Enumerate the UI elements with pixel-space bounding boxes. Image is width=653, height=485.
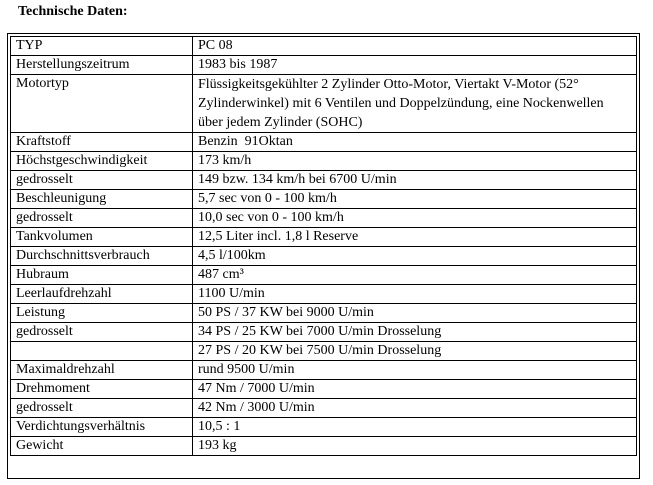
table-row	[10, 304, 637, 323]
table-row	[10, 190, 637, 209]
row-label: Verdichtungsverhältnis	[10, 418, 193, 437]
table-row	[10, 247, 637, 266]
row-value: PC 08	[193, 36, 637, 56]
table-row	[10, 361, 637, 380]
row-value: 42 Nm / 3000 U/min	[193, 399, 637, 418]
row-value: 487 cm³	[193, 266, 637, 285]
row-label: Durchschnittsverbrauch	[10, 247, 193, 266]
row-value: Flüssigkeitsgekühlter 2 Zylinder Otto-Motor, Viertakt V-Motor (52° Zylinderwinkel) mit 6 Ventilen und Doppelzündung, eine Nockenwellen über jedem Zylinder (SOHC)	[193, 75, 637, 133]
table-row	[10, 209, 637, 228]
table-row	[10, 266, 637, 285]
row-value: 10,0 sec von 0 - 100 km/h	[193, 209, 637, 228]
row-label	[10, 342, 193, 361]
row-value: 12,5 Liter incl. 1,8 l Reserve	[193, 228, 637, 247]
table-row	[10, 323, 637, 342]
row-label: Leerlaufdrehzahl	[10, 285, 193, 304]
row-label: Kraftstoff	[10, 133, 193, 152]
table-row	[10, 418, 637, 437]
row-label: Tankvolumen	[10, 228, 193, 247]
table-row	[10, 152, 637, 171]
specs-table	[10, 36, 637, 456]
row-label: Herstellungszeitrum	[10, 56, 193, 75]
table-row	[10, 437, 637, 456]
row-label: Gewicht	[10, 437, 193, 456]
row-value: 5,7 sec von 0 - 100 km/h	[193, 190, 637, 209]
row-label: TYP	[10, 36, 193, 56]
page-title: Technische Daten:	[18, 4, 128, 19]
row-value: 34 PS / 25 KW bei 7000 U/min Drosselung	[193, 323, 637, 342]
row-label: Höchstgeschwindigkeit	[10, 152, 193, 171]
row-value: 193 kg	[193, 437, 637, 456]
row-label: Hubraum	[10, 266, 193, 285]
table-row	[10, 36, 637, 56]
row-label: gedrosselt	[10, 399, 193, 418]
row-label: Beschleunigung	[10, 190, 193, 209]
row-label: Motortyp	[10, 75, 193, 133]
row-value: 27 PS / 20 KW bei 7500 U/min Drosselung	[193, 342, 637, 361]
row-label: Maximaldrehzahl	[10, 361, 193, 380]
row-value: 1100 U/min	[193, 285, 637, 304]
row-value: 149 bzw. 134 km/h bei 6700 U/min	[193, 171, 637, 190]
table-row	[10, 399, 637, 418]
row-label: gedrosselt	[10, 209, 193, 228]
row-value: 1983 bis 1987	[193, 56, 637, 75]
row-value: 10,5 : 1	[193, 418, 637, 437]
table-row	[10, 342, 637, 361]
table-row	[10, 228, 637, 247]
row-value: rund 9500 U/min	[193, 361, 637, 380]
table-row	[10, 56, 637, 75]
table-row	[10, 171, 637, 190]
table-row	[10, 285, 637, 304]
row-label: Drehmoment	[10, 380, 193, 399]
row-value: 173 km/h	[193, 152, 637, 171]
row-value: 47 Nm / 7000 U/min	[193, 380, 637, 399]
table-row	[10, 380, 637, 399]
table-row	[10, 133, 637, 152]
row-label: gedrosselt	[10, 171, 193, 190]
row-value: 50 PS / 37 KW bei 9000 U/min	[193, 304, 637, 323]
row-label: Leistung	[10, 304, 193, 323]
table-row	[10, 75, 637, 133]
row-value: 4,5 l/100km	[193, 247, 637, 266]
row-value: Benzin 91Oktan	[193, 133, 637, 152]
specs-table-frame	[7, 33, 640, 479]
row-label: gedrosselt	[10, 323, 193, 342]
